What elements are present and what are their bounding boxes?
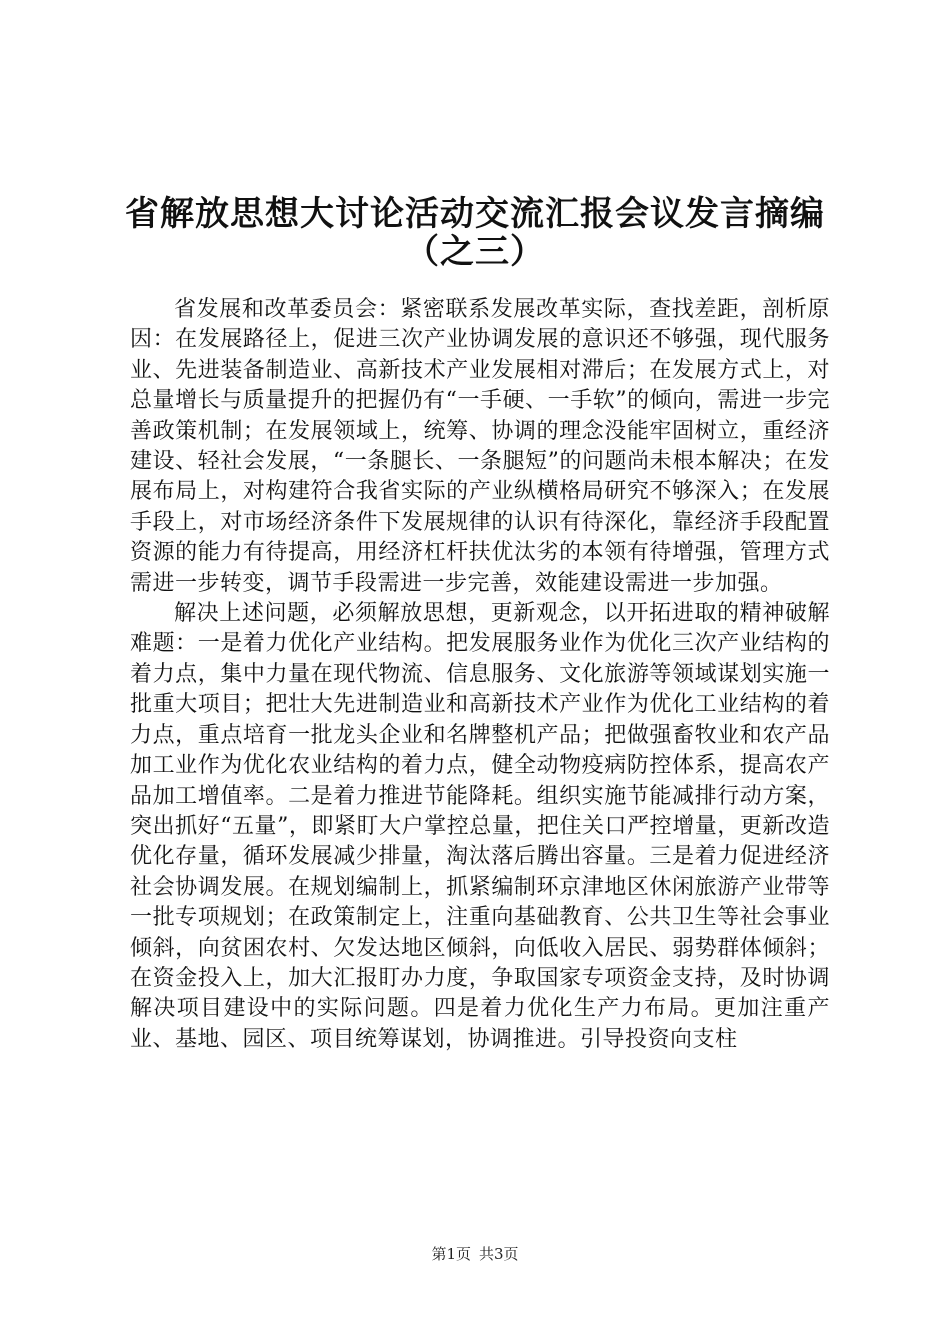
- page-number: 第1页: [431, 1245, 471, 1263]
- page-total: 共3页: [479, 1245, 519, 1263]
- document-subtitle: （之三）: [405, 232, 545, 272]
- page-footer: [0, 1243, 950, 1264]
- document-body: [130, 295, 830, 1055]
- document-title: 省解放思想大讨论活动交流汇报会议发言摘编: [125, 194, 825, 234]
- body-paragraph: 省发展和改革委员会：紧密联系发展改革实际，查找差距，剖析原因：在发展路径上，促进三次产业协调发展的意识还不够强，现代服务业、先进装备制造业、高新技术产业发展相对滞后；在发展方式上，对总量增长与质量提升的把握仍有“一手硬、一手软”的倾向，需进一步完善政策机制；在发展领域上，统筹、协调的理念没能牢固树立，重经济建设、轻社会发展，“一条腿长、一条腿短”的问题尚未根本解决；在发展布局上，对构建符合我省实际的产业纵横格局研究不够深入；在发展手段上，对市场经济条件下发展规律的认识有待深化，靠经济手段配置资源的能力有待提高，用经济杠杆扶优汰劣的本领有待增强，管理方式需进一步转变，调节手段需进一步完善，效能建设需进一步加强。: [130, 297, 830, 596]
- body-paragraph: 解决上述问题，必须解放思想，更新观念，以开拓进取的精神破解难题：一是着力优化产业结构。把发展服务业作为优化三次产业结构的着力点，集中力量在现代物流、信息服务、文化旅游等领域谋划实施一批重大项目；把壮大先进制造业和高新技术产业作为优化工业结构的着力点，重点培育一批龙头企业和名牌整机产品；把做强畜牧业和农产品加工业作为优化农业结构的着力点，健全动物疫病防控体系，提高农产品加工增值率。二是着力推进节能降耗。组织实施节能减排行动方案，突出抓好“五量”，即紧盯大户掌控总量，把住关口严控增量，更新改造优化存量，循环发展减少排量，淘汰落后腾出容量。三是着力促进经济社会协调发展。在规划编制上，抓紧编制环京津地区休闲旅游产业带等一批专项规划；在政策制定上，注重向基础教育、公共卫生等社会事业倾斜，向贫困农村、欠发达地区倾斜，向低收入居民、弱势群体倾斜；在资金投入上，加大汇报盯办力度，争取国家专项资金支持，及时协调解决项目建设中的实际问题。四是着力优化生产力布局。更加注重产业、基地、园区、项目统筹谋划，协调推进。引导投资向支柱: [130, 601, 830, 1052]
